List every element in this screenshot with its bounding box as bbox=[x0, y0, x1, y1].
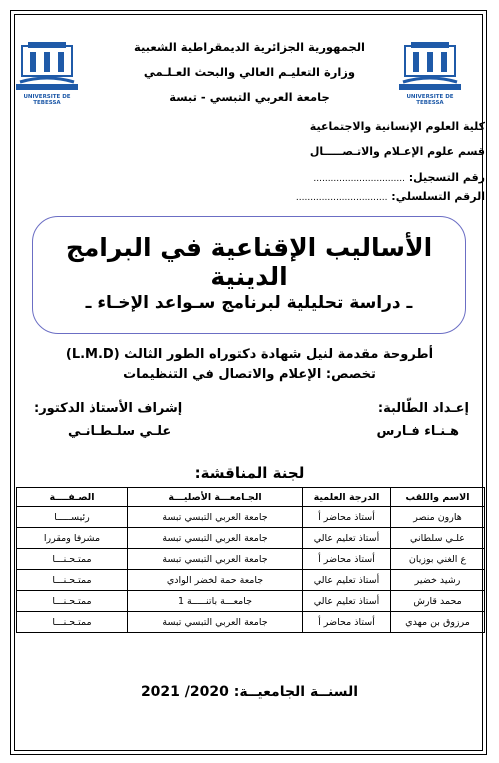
logo-caption: UNIVERSITE DE TEBESSA bbox=[23, 94, 71, 106]
member-name: محمد قارش bbox=[391, 591, 485, 612]
supervisor-label: إشراف الأستاذ الدكتور: bbox=[34, 401, 183, 416]
member-rank: أستاذ محاضر أ bbox=[303, 612, 391, 633]
logo-caption: UNIVERSITE DE TEBESSA bbox=[406, 94, 454, 106]
member-name: مرزوق بن مهدي bbox=[391, 612, 485, 633]
registration-dots: ................................ bbox=[313, 174, 405, 184]
header-university: الجـامعـــة الأصليـــة bbox=[128, 488, 303, 507]
member-rank: أستاذ تعليم عالي bbox=[303, 570, 391, 591]
thesis-degree: أطروحة مقدمة لنيل شهادة دكتوراه الطور الثالث (L.M.D) bbox=[65, 347, 434, 362]
member-name: هارون منصر bbox=[391, 507, 485, 528]
serial-label: الرقم التسلسلي: bbox=[391, 190, 485, 203]
table-row bbox=[17, 612, 485, 633]
member-university: جامعة العربي التبسي تبسة bbox=[128, 507, 303, 528]
ministry-heading: وزارة التعليـم العالي والبحث العـلـمي bbox=[143, 65, 356, 79]
student-label: إعـداد الطّالبة: bbox=[377, 401, 469, 416]
thesis-specialty: تخصص: الإعلام والاتصال في التنظيمات bbox=[123, 367, 376, 382]
registration-label: رقم التسجيل: bbox=[408, 171, 485, 184]
university-heading: جامعة العربي التبسي - تبسة bbox=[169, 90, 330, 104]
department-name: قسم علوم الإعـلام والاتـصـــــال bbox=[309, 145, 485, 158]
committee-title: لجنة المناقشة: bbox=[194, 464, 305, 482]
table-row bbox=[17, 570, 485, 591]
thesis-subtitle: ـ دراسة تحليلية لبرنامج سـواعد الإخـاء ـ bbox=[85, 293, 413, 313]
college-name: كلية العلوم الإنسانية والاجتماعية bbox=[309, 120, 485, 133]
member-rank: أستاذ محاضر أ bbox=[303, 507, 391, 528]
thesis-title: الأساليب الإقناعية في البرامج الدينية bbox=[65, 233, 433, 291]
member-university: جامعة العربي التبسي تبسة bbox=[128, 549, 303, 570]
committee-table bbox=[16, 487, 485, 633]
table-row bbox=[17, 591, 485, 612]
header-rank: الدرجة العلمية bbox=[303, 488, 391, 507]
republic-heading: الجمهورية الجزائرية الديمقراطية الشعبية bbox=[133, 40, 365, 54]
member-university: جامعـــة باتنـــــة 1 bbox=[128, 591, 303, 612]
student-name: هـنـاء فـارس bbox=[376, 424, 459, 439]
member-role: ممتـحـنـــا bbox=[17, 612, 128, 633]
serial-dots: ................................ bbox=[295, 193, 388, 203]
member-university: جامعة العربي التبسي تبسة bbox=[128, 528, 303, 549]
serial-line bbox=[296, 190, 485, 203]
member-name: رشيد خضير bbox=[391, 570, 485, 591]
supervisor-name: علـي سلـطـانـي bbox=[68, 424, 172, 439]
table-row bbox=[17, 528, 485, 549]
member-name: ع الغني بوزيان bbox=[391, 549, 485, 570]
table-row bbox=[17, 507, 485, 528]
member-role: ممتـحـنـــا bbox=[17, 549, 128, 570]
member-role: ممتـحـنـــا bbox=[17, 591, 128, 612]
member-university: جامعة حمة لخضر الوادي bbox=[128, 570, 303, 591]
member-role: ممتـحـنـــا bbox=[17, 570, 128, 591]
member-role: رئيســـــا bbox=[17, 507, 128, 528]
member-rank: أستاذ تعليم عالي bbox=[303, 528, 391, 549]
member-university: جامعة العربي التبسي تبسة bbox=[128, 612, 303, 633]
title-box bbox=[32, 216, 466, 334]
registration-line bbox=[313, 171, 485, 184]
member-rank: أستاذ محاضر أ bbox=[303, 549, 391, 570]
table-header-row bbox=[17, 488, 485, 507]
header-role: الصـفــــة bbox=[17, 488, 128, 507]
member-rank: أستاذ تعليم عالي bbox=[303, 591, 391, 612]
member-name: علـي سلطاني bbox=[391, 528, 485, 549]
table-row bbox=[17, 549, 485, 570]
header-name: الاسم واللقب bbox=[391, 488, 485, 507]
academic-year: السنــة الجامعيــة: 2020/ 2021 bbox=[140, 684, 359, 700]
member-role: مشرفا ومقررا bbox=[17, 528, 128, 549]
